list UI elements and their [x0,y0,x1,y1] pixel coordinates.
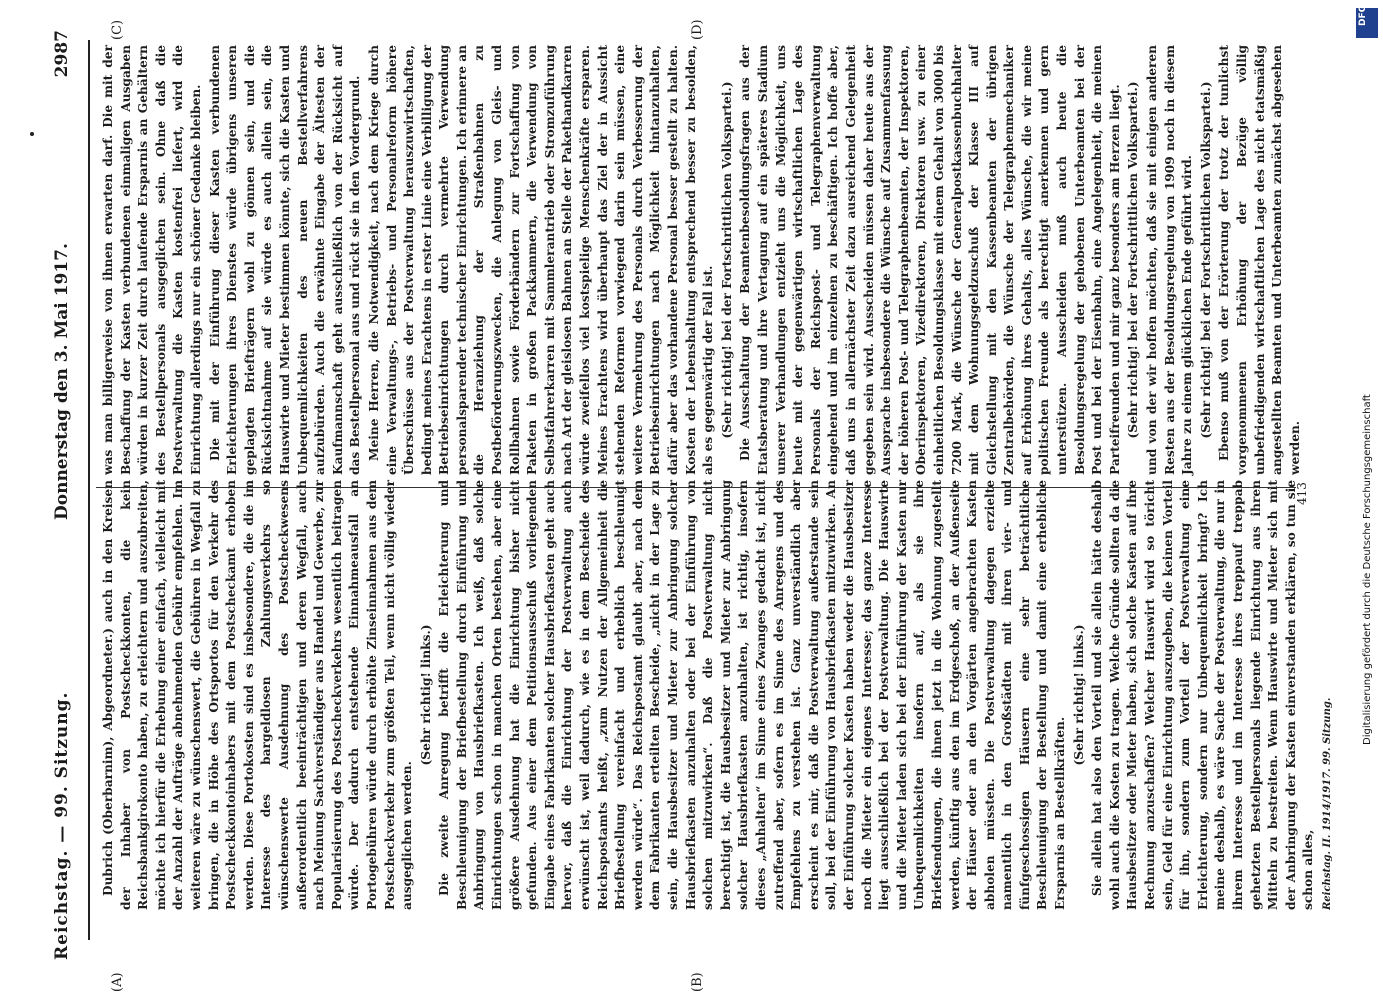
margin-mark-b: (B) [690,972,705,992]
page-header [52,30,82,960]
paragraph: und von der wir hoffen möchten, daß sie mit einigen anderen Resten aus der Besoldungsregelung von 1909 noch in diesem Jahre zu einem glücklichen Ende geführt wird. [1145,45,1195,475]
ink-dot [30,132,34,136]
page-footer-signature: Reichstag. II. 1914/1917. 99. Sitzung. [1321,697,1333,910]
paragraph: Die zweite Anregung betrifft die Erleichterung und Beschleunigung der Briefbestellung durch Einführung und Anbringung von Hausbriefkasten. Ich weiß, daß solche Einrichtungen schon in manchen Orten bestehen, aber eine größere Ausdehnung hat die Einrichtung bisher nicht gefunden. Aus einer dem Petitionsausschuß vorliegenden Eingabe eines Fabrikanten solcher Hausbriefkasten geht auch hervor, daß die Einrichtung der Postverwaltung auch erwünscht ist, weil dadurch, wie es in dem Bescheide des Reichspostamts heißt, „zum Nutzen der Allgemeinheit die Briefbestellung vereinfacht und erheblich beschleunigt werden würde“. Das Reichspostamt glaubt aber, nach dem dem Fabrikanten erteilten Bescheide, „nicht in der Lage zu sein, die Hausbesitzer und Mieter zur Anbringung solcher Hausbriefkasten anzuhalten oder bei der Einführung von solchen mitzuwirken“. Daß die Postverwaltung nicht berechtigt ist, die Hausbesitzer und Mieter zur Anbringung solcher Hausbriefkasten anzuhalten, ist richtig, insofern dieses „Anhalten“ im Sinne eines Zwanges gedacht ist, nicht zutreffend aber, sofern es im Sinne des Anregens und des Empfehlens zu verstehen ist. Ganz unverständlich aber erscheint es mir, daß die Postverwaltung außerstande sein soll, bei der Einführung von Hausbriefkasten mitzuwirken. An der Einführung solcher Kasten haben weder die Hausbesitzer noch die Mieter ein eigenes Interesse; das ganze Interesse liegt ausschließlich bei der Postverwaltung. Die Hauswirte und die Mieter laden sich bei der Einführung der Kasten nur Unbequemlichkeiten insofern auf, als sie ihre Briefsendungen, die ihnen jetzt in die Wohnung zugestellt werden, künftig aus den im Erdgeschoß, an der Außenseite der Häuser oder an den Vorgärten angebrachten Kasten abholen müssten. Die Postverwaltung dagegen erzielte namentlich in den Großstädten mit ihren vier- und fünfgeschossigen Häusern eine sehr beträchtliche Beschleunigung der Bestellung und damit eine erhebliche Ersparnis an Bestellkräften. [437,480,1068,910]
right-column [100,45,1302,475]
margin-mark-a: (A) [110,972,125,992]
footer-page-number: 413 [1295,482,1309,505]
paragraph: Ebenso muß von der Erörterung der trotz der tunlichst vorgenommenen Erhöhung der Bezüge völlig unbefriedigenden wirtschaftlichen Lage des nicht etatsmäßig angestellten Beamten und Unterbeamten zunächst abgesehen werden. [1217,45,1302,475]
paragraph: Dubrich (Oberbarnim), Abgeordneter.) auch in den Kreisen der Inhaber von Postscheckkonten, die kein Reichsbankgirokonto haben, zu erleichtern und auszubreiten, möchte ich hierfür die Erhebung einer einfach, vielleicht mit der Anzahl der Aufträge abnehmenden Gebühr empfehlen. Im weiteren wäre zu wünschenswert, die Gebühren in Wegfall zu bringen, die in Höhe des Ortsportos für den Verkehr des Postscheckkontoinhabers mit dem Postscheckamt erhoben werden. Diese Portokosten sind es insbesondere, die die im Interesse des bargeldlosen Zahlungsverkehrs so wünschenswerte Ausdehnung des Postscheckwesens außerordentlich beeinträchtigen und deren Wegfall, auch nach Meinung Sachverständiger aus Handel und Gewerbe, zur Popularisierung des Postscheckverkehrs wesentlich beitragen würde. Der dadurch entstehende Einnahmeausfall an Portogebühren würde durch erhöhte Zinseinnahmen aus dem Postscheckverkehr zum größten Teil, wenn nicht völlig wieder ausgeglichen werden. [101,480,415,910]
header-page-number: 2987 [52,30,72,78]
interjection: (Sehr richtig! links.) [1071,624,1086,766]
margin-mark-c: (C) [110,19,125,40]
header-date: Donnerstag den 3. Mai 1917. [52,243,72,520]
header-left: Reichstag. — 99. Sitzung. [52,691,72,960]
margin-mark-d: (D) [690,19,705,40]
digitization-stamp: Digitalisierung gefördert durch die Deutsche Forschungsgemeinschaft [1362,394,1373,745]
interjection: (Sehr richtig! bei der Fortschrittlichen Volkspartei.) [719,81,734,439]
interjection: (Sehr richtig! bei der Fortschrittlichen Volkspartei.) [1198,81,1213,439]
dfg-logo-icon: DFG [1356,8,1378,38]
header-rule [88,40,90,940]
interjection: (Sehr richtig! bei der Fortschrittlichen Volkspartei.) [1126,81,1141,439]
column-divider [96,487,1296,488]
paragraph: Die mit der Einführung dieser Kasten verbundenen Erleichterungen ihres Dienstes würde übrigens unseren geplagten Briefträgern wohl zu gönnen sein, und die Rücksichtnahme auf sie würde es auch allein sein, die Hauswirte und Mieter bestimmen könnte, sich die Kasten und Unbequemlichkeiten des neuen Bestellverfahrens aufzubürden. Auch die erwähnte Eingabe der Ältesten der Kaufmannschaft geht ausschließlich von der Rücksicht auf das Bestellpersonal aus und rückt sie in den Vordergrund. [207,45,363,475]
paragraph: Meine Herren, die Notwendigkeit, nach dem Kriege durch eine Verwaltungs-, Betriebs- und Personalreform höhere Überschüsse aus der Postverwaltung herauszuwirtschaften, bedingt meines Erachtens in erster Linie eine Verbilligung der Betriebseinrichtungen durch vermehrte Verwendung personalsparender technischer Einrichtungen. Ich erinnere an die Heranziehung der Straßenbahnen zu Postbeförderungszwecken, die Anlegung von Gleis- und Rollbahnen sowie Förderbändern zur Fortschaffung von Paketen in großen Packkammern, die Verwendung von Selbstfahrerkarren mit Sammlerantrieb oder Stromzuführung nach Art der gleislosen Bahnen an Stelle der Pakethandkarren würde zweifellos viel kostspielige Menschenkräfte ersparen. Meines Erachtens wird überhaupt das Ziel der in Aussicht stehenden Reformen vorwiegend darin sein müssen, eine weitere Vermehrung des Personals durch Verbesserung der Betriebseinrichtungen nach Möglichkeit hintanzuhalten, dafür aber das vorhandene Personal besser gestellt zu halten. Kosten der Lebenshaltung entsprechend besser zu besolden, als es gegenwärtig der Fall ist. [366,45,716,475]
paragraph: was man billigerweise von ihnen erwarten darf. Die mit der Beschaffung der Kasten verbundenen einmaligen Ausgaben würden in kurzer Zeit durch laufende Ersparnis an Gehältern des Bestellpersonals ausgeglichen sein. Ohne daß die Postverwaltung die Kasten kostenfrei liefert, wird die Einrichtung allerdings nur ein schöner Gedanke bleiben. [101,45,203,475]
interjection: (Sehr richtig! links.) [418,624,433,766]
paragraph: Sie allein hat also den Vorteil und sie allein hätte deshalb wohl auch die Kosten zu tragen. Welche Gründe sollten da die Hausbesitzer oder Mieter haben, sich solche Kasten auf ihre Rechnung anzuschaffen? Welcher Hauswirt wird so töricht sein, Geld für eine Einrichtung auszugeben, die keinen Vorteil für ihn, sondern zum Vorteil der Postverwaltung eine Erleichterung, sondern nur Unbequemlichkeit bringt? Ich meine deshalb, es wäre Sache der Postverwaltung, die nur in ihrem Interesse und im Interesse ihres treppauf treppab gehetzten Bestellpersonals liegende Einrichtung aus ihren Mitteln zu bestreiten. Wenn Hauswirte und Mieter sich mit der Anbringung der Kasten einverstanden erklären, so tun sie schon alles, [1090,480,1316,910]
paragraph: Die Ausschaltung der Beamtenbesoldungsfragen aus der Etatsberatung und ihre Vertagung auf ein späteres Stadium unserer Verhandlungen entzieht uns die Möglichkeit, uns heute mit der gegenwärtigen wirtschaftlichen Lage des Personals der Reichspost- und Telegraphenverwaltung eingehend und im einzelnen zu beschäftigen. Ich hoffe aber, daß uns in allernächster Zeit dazu ausreichend Gelegenheit gegeben sein wird. Ausscheiden müssen daher heute aus der Aussprache insbesondere die Wünsche auf Zusammenfassung der höheren Post- und Telegraphenbeamten, der Inspektoren, Oberinspektoren, Vizedirektoren, Direktoren usw. zu einer einheitlichen Besoldungsklasse mit einem Gehalt von 3000 bis 7200 Mark, die Wünsche der Generalpostkassenbuchhalter mit dem Wohnungsgeldzuschuß der Klasse III auf Gleichstellung mit den Kassenbeamten der übrigen Zentralbehörden, die Wünsche der Telegraphenmechaniker auf Erhöhung ihres Gehalts, alles Wünsche, die wir meine politischen Freunde als berechtigt anerkennen und gern unterstützen. Ausscheiden muß auch heute die Besoldungsregelung der gehobenen Unterbeamten bei der Post und bei der Eisenbahn, eine Angelegenheit, die meinen Parteifreunden und mir ganz besonders am Herzen liegt. [738,45,1122,475]
